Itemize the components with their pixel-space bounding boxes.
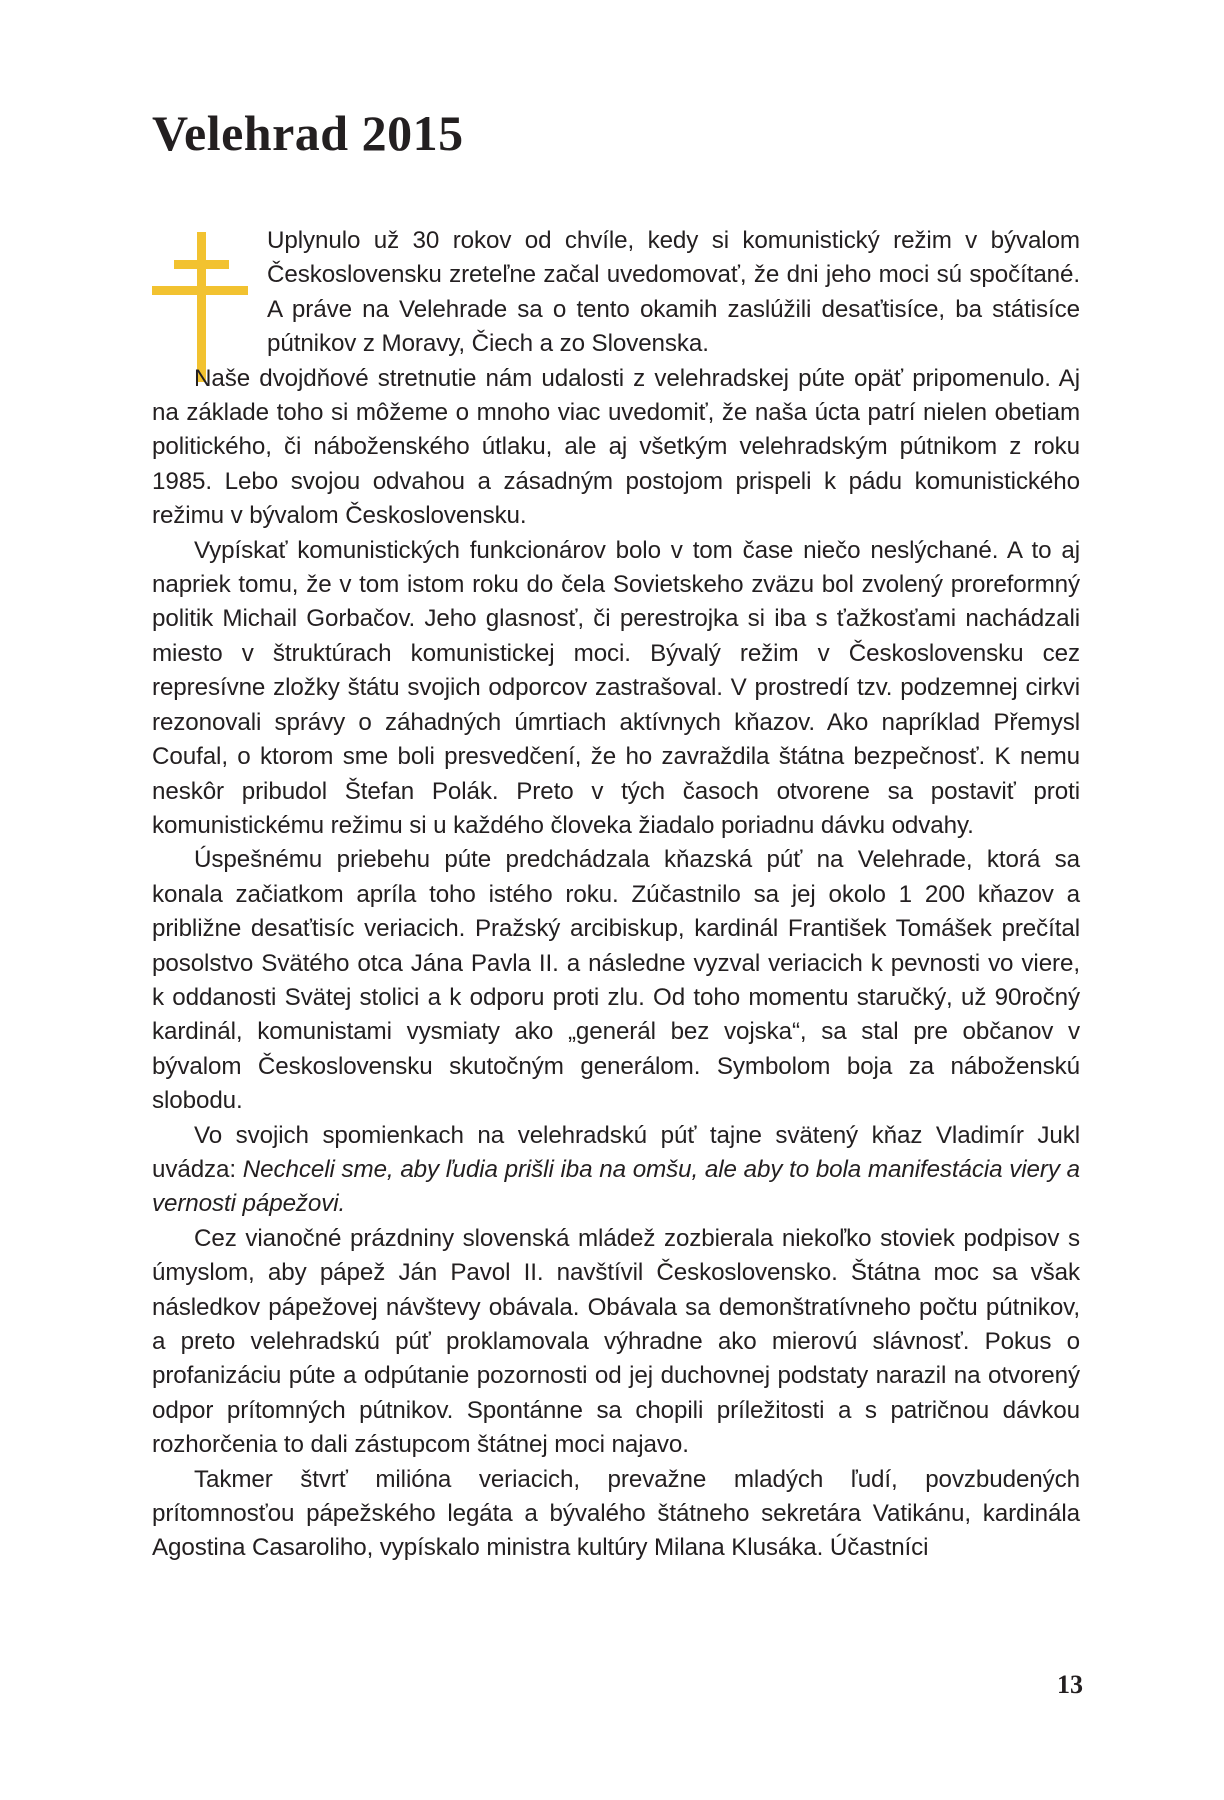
paragraph-4: Úspešnému priebehu púte predchádzala kňazská púť na Velehrade, ktorá sa konala začiatkom apríla toho istého roku. Zúčastnilo sa jej okolo 1 200 kňazov a približne desaťtisíc veriacich. Pražský arcibiskup, kardinál František Tomášek prečítal posolstvo Svätého otca Jána Pavla II. a následne vyzval veriacich k pevnosti vo viere, k oddanosti Svätej stolici a k odporu proti zlu. Od toho momentu staručký, už 90ročný kardinál, komunistami vysmiaty ako „generál bez vojska“, sa stal pre občanov v bývalom Československu skutočným generálom. Symbolom boja za náboženskú slobodu. [152,846,1080,1115]
article-body [152,224,1080,1566]
paragraph-3: Vypískať komunistických funkcionárov bolo v tom čase niečo neslýchané. A to aj napriek tomu, že v tom istom roku do čela Sovietskeho zväzu bol zvolený proreformný politik Michail Gorbačov. Jeho glasnosť, či perestrojka si iba s ťažkosťami nachádzali miesto v štruktúrach komunistickej moci. Bývalý režim v Československu cez represívne zložky štátu svojich odporcov zastrašoval. V prostredí tzv. podzemnej cirkvi rezonovali správy o záhadných úmrtiach aktívnych kňazov. Ako napríklad Přemysl Coufal, o ktorom sme boli presvedčení, že ho zavraždila štátna bezpečnosť. K nemu neskôr pribudol Štefan Polák. Preto v tých časoch otvorene sa postaviť proti komunistickému režimu si u každého človeka žiadalo poriadnu dávku odvahy. [152,536,1080,839]
page-number: 13 [1057,1670,1083,1699]
paragraph-2: Naše dvojdňové stretnutie nám udalosti z velehradskej púte opäť pripomenulo. Aj na základe toho si môžeme o mnoho viac uvedomiť, že naša úcta patrí nielen obetiam politického, či náboženského útlaku, ale aj všetkým velehradským pútnikom z roku 1985. Lebo svojou odvahou a zásadným postojom prispeli k pádu komunistického režimu v bývalom Československu. [152,364,1080,530]
drop-ornament-space [152,224,267,354]
paragraph-6: Cez vianočné prázdniny slovenská mládež zozbierala niekoľko stoviek podpisov s úmyslom, aby pápež Ján Pavol II. navštívil Československo. Štátna moc sa však následkov pápežovej návštevy obávala. Obávala sa demonštratívneho počtu pútnikov, a preto velehradskú púť proklamovala výhradne ako mierovú slávnosť. Pokus o profanizáciu púte a odpútanie pozornosti od jej duchovnej podstaty narazil na otvorený odpor prítomných pútnikov. Spontánne sa chopili príležitosti a s patričnou dávkou rozhorčenia to dali zástupcom štátnej moci najavo. [152,1224,1080,1459]
paragraph-7: Takmer štvrť milióna veriacich, prevažne mladých ľudí, povzbudených prítomnosťou pápežského legáta a bývalého štátneho sekretára Vatikánu, kardinála Agostina Casaroliho, vypískalo ministra kultúry Milana Klusáka. Účastníci [152,1465,1080,1562]
chapter-title: Velehrad 2015 [152,105,464,161]
jukl-quote: Nechceli sme, aby ľudia prišli iba na omšu, ale aby to bola manifestácia viery a vernosti pápežovi. [152,1155,1080,1218]
paragraph-5 [152,1119,1080,1222]
paragraph-1: Uplynulo už 30 rokov od chvíle, kedy si komunistický režim v bývalom Československu zreteľne začal uvedomovať, že dni jeho moci sú spočítané. A práve na Velehrade sa o tento okamih zaslúžili desaťtisíce, ba státisíce pútnikov z Moravy, Čiech a zo Slovenska. [267,227,1080,358]
paragraph-5-lead: Vo svojich spomienkach na velehradskú púť tajne svätený kňaz Vladimír Jukl uvádza: [152,1121,1080,1183]
